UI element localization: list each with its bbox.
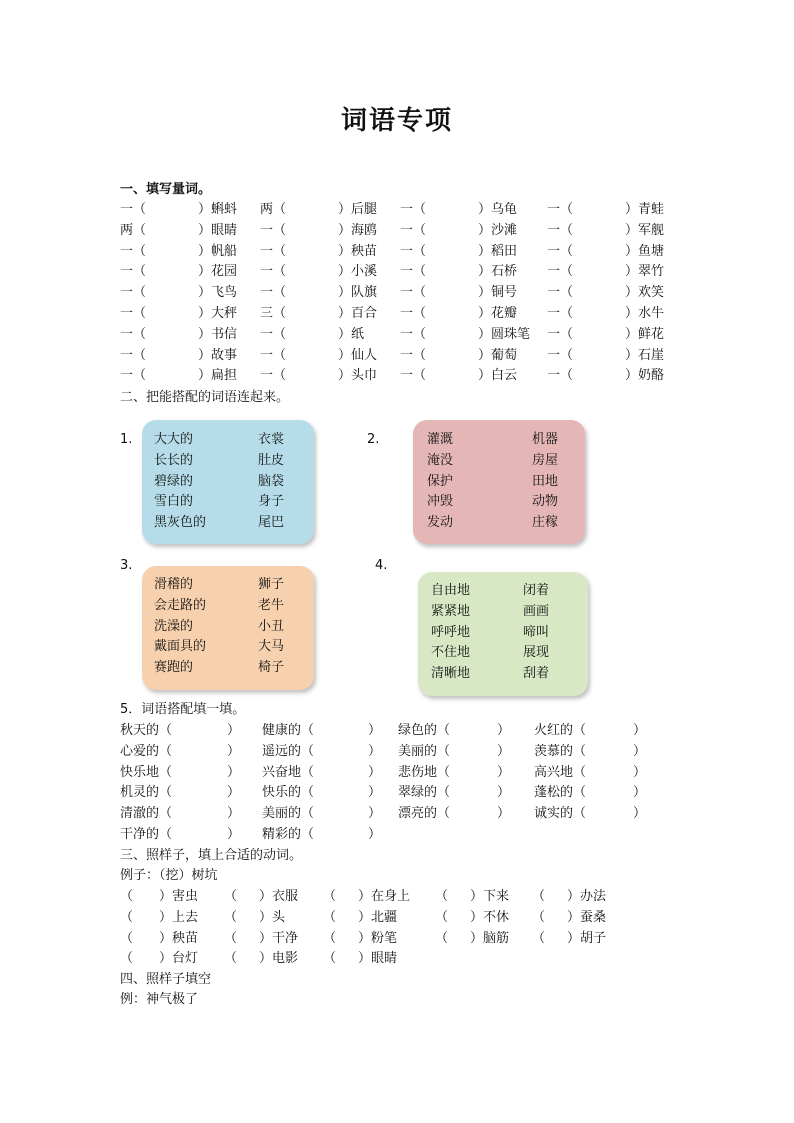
pairing-cell: 悲伤地（ — [398, 764, 451, 780]
verb-fill-cell: ）脑筋 — [470, 930, 510, 946]
pairing-cell: 火红的（ — [534, 723, 587, 738]
measure-word-cell: 一（ — [120, 264, 147, 280]
verb-fill-cell: （ — [120, 951, 134, 967]
section4-example: 例：神气极了 — [120, 992, 199, 1007]
verb-fill-cell: （ — [224, 951, 238, 967]
pairing-cell: ） — [633, 743, 647, 759]
measure-word-cell: ）后腿 — [338, 202, 378, 217]
match-right-word: 衣裳 — [258, 432, 285, 447]
verb-fill-cell: ）下来 — [470, 889, 510, 904]
measure-word-cell: ）眼睛 — [198, 222, 238, 238]
measure-word-cell: ）花瓣 — [478, 306, 518, 321]
match-left-word: 碧绿的 — [154, 473, 194, 489]
measure-word-cell: ）石桥 — [478, 264, 518, 280]
match-left-word: 洗澡的 — [154, 618, 194, 634]
pairing-cell: ） — [368, 764, 382, 780]
measure-word-cell: ）水牛 — [625, 306, 665, 321]
measure-word-cell: 一（ — [120, 326, 147, 342]
verb-fill-cell: （ — [323, 951, 337, 967]
pairing-cell: 蓬松的（ — [534, 785, 587, 801]
measure-word-cell: ）头巾 — [338, 368, 378, 384]
match-right-word: 展现 — [523, 645, 550, 661]
verb-fill-cell: ）蚕桑 — [567, 909, 607, 925]
measure-word-cell: 一（ — [547, 347, 574, 363]
match-right-word: 田地 — [532, 473, 559, 489]
measure-word-cell: 一（ — [547, 243, 574, 259]
verb-fill-cell: ）上去 — [159, 909, 199, 925]
measure-word-cell: 一（ — [260, 243, 287, 259]
measure-word-cell: 一（ — [120, 285, 147, 301]
measure-word-cell: ）鱼塘 — [625, 243, 665, 259]
pairing-cell: ） — [227, 827, 241, 842]
section1-heading: 一、填写量词。 — [120, 182, 212, 197]
verb-fill-cell: ）头 — [259, 909, 286, 925]
measure-word-cell: 一（ — [400, 326, 427, 342]
measure-word-cell: ）军舰 — [625, 222, 665, 238]
measure-word-cell: 一（ — [120, 306, 147, 321]
measure-word-cell: ）海鸥 — [338, 222, 378, 238]
measure-word-cell: 一（ — [400, 243, 427, 259]
measure-word-cell: ）百合 — [338, 306, 378, 321]
measure-word-cell: 一（ — [260, 326, 287, 342]
pairing-cell: ） — [368, 785, 382, 801]
match-left-word: 淹没 — [427, 452, 454, 468]
group-number: 1. — [120, 432, 133, 447]
measure-word-cell: 一（ — [547, 222, 574, 238]
pairing-cell: ） — [497, 806, 511, 822]
verb-fill-cell: ）胡子 — [567, 930, 607, 946]
match-right-word: 动物 — [532, 494, 559, 510]
measure-word-cell: 一（ — [547, 306, 574, 321]
measure-word-cell: ）石崖 — [625, 347, 665, 363]
match-right-word: 闭着 — [523, 583, 550, 598]
match-right-word: 小丑 — [258, 618, 285, 634]
match-left-word: 不住地 — [431, 645, 471, 661]
pairing-cell: ） — [227, 764, 241, 780]
pairing-cell: ） — [497, 764, 511, 780]
pairing-cell: 秋天的（ — [120, 723, 173, 738]
match-left-word: 冲毁 — [427, 494, 454, 510]
verb-fill-cell: ）衣服 — [259, 889, 299, 904]
pairing-cell: 健康的（ — [262, 723, 315, 738]
pairing-cell: 心爱的（ — [120, 743, 173, 759]
measure-word-cell: ）蝌蚪 — [198, 202, 238, 217]
verb-fill-cell: ）不休 — [470, 909, 510, 925]
pairing-cell: 快乐的（ — [262, 785, 315, 801]
match-right-word: 房屋 — [532, 452, 559, 468]
verb-fill-cell: （ — [224, 889, 238, 904]
section2-heading: 二、把能搭配的词语连起来。 — [120, 390, 290, 405]
match-left-word: 紧紧地 — [431, 603, 471, 619]
pairing-cell: ） — [368, 743, 382, 759]
match-left-word: 戴面具的 — [154, 639, 207, 655]
pairing-cell: ） — [368, 806, 382, 822]
measure-word-cell: 一（ — [120, 243, 147, 259]
verb-fill-cell: ）电影 — [259, 951, 299, 967]
measure-word-cell: 一（ — [260, 347, 287, 363]
pairing-cell: ） — [227, 723, 241, 738]
section5-heading: 5．词语搭配填一填。 — [120, 702, 246, 717]
measure-word-cell: 一（ — [547, 264, 574, 280]
measure-word-cell: 一（ — [260, 222, 287, 238]
group-number: 2. — [367, 432, 380, 447]
pairing-cell: ） — [368, 827, 382, 842]
measure-word-cell: ）稻田 — [478, 243, 518, 259]
verb-fill-cell: （ — [435, 889, 449, 904]
verb-fill-cell: （ — [120, 930, 134, 946]
verb-fill-cell: ）台灯 — [159, 951, 199, 967]
pairing-cell: 绿色的（ — [398, 723, 451, 738]
pairing-cell: ） — [368, 723, 382, 738]
verb-fill-cell: （ — [224, 930, 238, 946]
pairing-cell: ） — [633, 806, 647, 822]
measure-word-cell: 一（ — [260, 368, 287, 384]
match-right-word: 椅子 — [258, 660, 285, 676]
pairing-cell: 遥远的（ — [262, 743, 315, 759]
match-left-word: 雪白的 — [154, 494, 194, 510]
measure-word-cell: ）仙人 — [338, 347, 378, 363]
measure-word-cell: 一（ — [120, 347, 147, 363]
match-left-word: 长长的 — [154, 452, 194, 468]
measure-word-cell: ）乌龟 — [478, 202, 518, 217]
pairing-cell: 美丽的（ — [398, 743, 451, 759]
pairing-cell: 精彩的（ — [262, 827, 315, 842]
pairing-cell: 羡慕的（ — [534, 743, 587, 759]
verb-fill-cell: （ — [323, 889, 337, 904]
measure-word-cell: ）队旗 — [338, 285, 378, 301]
pairing-cell: ） — [633, 764, 647, 780]
measure-word-cell: 一（ — [400, 264, 427, 280]
match-left-word: 大大的 — [154, 432, 194, 447]
match-left-word: 黑灰色的 — [154, 515, 207, 531]
pairing-cell: 翠绿的（ — [398, 785, 451, 801]
verb-fill-cell: ）眼睛 — [358, 951, 398, 967]
pairing-cell: 干净的（ — [120, 827, 173, 842]
verb-fill-cell: （ — [435, 930, 449, 946]
pairing-cell: ） — [497, 743, 511, 759]
verb-fill-cell: ）干净 — [259, 930, 299, 946]
measure-word-cell: ）欢笑 — [625, 285, 665, 301]
verb-fill-cell: （ — [532, 909, 546, 925]
pairing-cell: 美丽的（ — [262, 806, 315, 822]
measure-word-cell: ）鲜花 — [625, 326, 665, 342]
measure-word-cell: 一（ — [547, 368, 574, 384]
measure-word-cell: 一（ — [120, 368, 147, 384]
measure-word-cell: 一（ — [260, 264, 287, 280]
measure-word-cell: 三（ — [260, 306, 287, 321]
measure-word-cell: ）秧苗 — [338, 243, 378, 259]
match-right-word: 大马 — [258, 639, 285, 655]
measure-word-cell: ）铜号 — [478, 285, 518, 301]
verb-fill-cell: ）粉笔 — [358, 930, 398, 946]
measure-word-cell: 一（ — [547, 285, 574, 301]
match-right-word: 庄稼 — [532, 515, 559, 531]
section4-heading: 四、照样子填空 — [120, 972, 212, 987]
measure-word-cell: ）纸 — [338, 326, 365, 342]
pairing-cell: ） — [227, 806, 241, 822]
measure-word-cell: ）书信 — [198, 326, 238, 342]
verb-fill-cell: （ — [532, 930, 546, 946]
measure-word-cell: 一（ — [400, 222, 427, 238]
pairing-cell: 兴奋地（ — [262, 764, 315, 780]
match-left-word: 保护 — [427, 473, 454, 489]
measure-word-cell: ）帆船 — [198, 243, 238, 259]
verb-fill-cell: ）在身上 — [358, 889, 411, 904]
measure-word-cell: ）故事 — [198, 347, 238, 363]
measure-word-cell: 一（ — [260, 285, 287, 301]
measure-word-cell: ）葡萄 — [478, 347, 518, 363]
pairing-cell: ） — [227, 785, 241, 801]
pairing-cell: ） — [497, 785, 511, 801]
measure-word-cell: 两（ — [260, 202, 287, 217]
match-right-word: 老牛 — [258, 597, 285, 613]
pairing-cell: 漂亮的（ — [398, 806, 451, 822]
pairing-cell: 快乐地（ — [120, 764, 173, 780]
measure-word-cell: ）翠竹 — [625, 264, 665, 280]
pairing-cell: 诚实的（ — [534, 806, 587, 822]
measure-word-cell: 一（ — [120, 202, 147, 217]
match-right-word: 尾巴 — [258, 515, 285, 531]
measure-word-cell: 两（ — [120, 222, 147, 238]
measure-word-cell: ）白云 — [478, 368, 518, 384]
measure-word-cell: ）沙滩 — [478, 222, 518, 238]
match-right-word: 狮子 — [258, 577, 285, 592]
measure-word-cell: 一（ — [400, 285, 427, 301]
measure-word-cell: ）青蛙 — [625, 202, 665, 217]
measure-word-cell: ）花园 — [198, 264, 238, 280]
match-left-word: 呼呼地 — [431, 624, 471, 640]
match-right-word: 画画 — [523, 603, 550, 619]
verb-fill-cell: ）害虫 — [159, 889, 199, 904]
measure-word-cell: 一（ — [400, 368, 427, 384]
measure-word-cell: ）扁担 — [198, 368, 238, 384]
section3-heading: 三、照样子，填上合适的动词。 — [120, 848, 303, 863]
match-left-word: 清晰地 — [431, 666, 471, 682]
match-left-word: 赛跑的 — [154, 660, 194, 676]
verb-fill-cell: ）秧苗 — [159, 930, 199, 946]
verb-fill-cell: ）北疆 — [358, 909, 398, 925]
section3-example: 例子：（挖）树坑 — [120, 868, 218, 883]
group-number: 3. — [120, 558, 133, 573]
match-right-word: 脑袋 — [258, 473, 285, 489]
pairing-cell: 机灵的（ — [120, 785, 173, 801]
match-right-word: 机器 — [532, 432, 559, 447]
verb-fill-cell: （ — [120, 889, 134, 904]
measure-word-cell: 一（ — [400, 347, 427, 363]
verb-fill-cell: （ — [435, 909, 449, 925]
match-right-word: 刮着 — [523, 666, 550, 682]
pairing-cell: ） — [633, 723, 647, 738]
measure-word-cell: ）大秤 — [198, 306, 238, 321]
verb-fill-cell: （ — [323, 930, 337, 946]
verb-fill-cell: （ — [323, 909, 337, 925]
match-left-word: 灌溉 — [427, 432, 454, 447]
pairing-cell: ） — [227, 743, 241, 759]
measure-word-cell: ）飞鸟 — [198, 285, 238, 301]
measure-word-cell: 一（ — [547, 326, 574, 342]
verb-fill-cell: ）办法 — [567, 889, 607, 904]
verb-fill-cell: （ — [532, 889, 546, 904]
match-left-word: 发动 — [427, 515, 454, 531]
page-title: 词语专项 — [340, 106, 453, 136]
measure-word-cell: ）奶酪 — [625, 368, 665, 384]
pairing-cell: 清澈的（ — [120, 806, 173, 822]
match-left-word: 会走路的 — [154, 597, 207, 613]
match-right-word: 啼叫 — [523, 624, 550, 640]
match-right-word: 身子 — [258, 494, 285, 510]
pairing-cell: 高兴地（ — [534, 764, 587, 780]
measure-word-cell: 一（ — [400, 202, 427, 217]
match-left-word: 自由地 — [431, 583, 471, 598]
measure-word-cell: 一（ — [400, 306, 427, 321]
match-right-word: 肚皮 — [258, 452, 285, 468]
measure-word-cell: 一（ — [547, 202, 574, 217]
verb-fill-cell: （ — [224, 909, 238, 925]
measure-word-cell: ）圆珠笔 — [478, 326, 531, 342]
pairing-cell: ） — [497, 723, 511, 738]
verb-fill-cell: （ — [120, 909, 134, 925]
group-number: 4. — [375, 558, 388, 573]
pairing-cell: ） — [633, 785, 647, 801]
match-left-word: 滑稽的 — [154, 577, 194, 592]
measure-word-cell: ）小溪 — [338, 264, 378, 280]
